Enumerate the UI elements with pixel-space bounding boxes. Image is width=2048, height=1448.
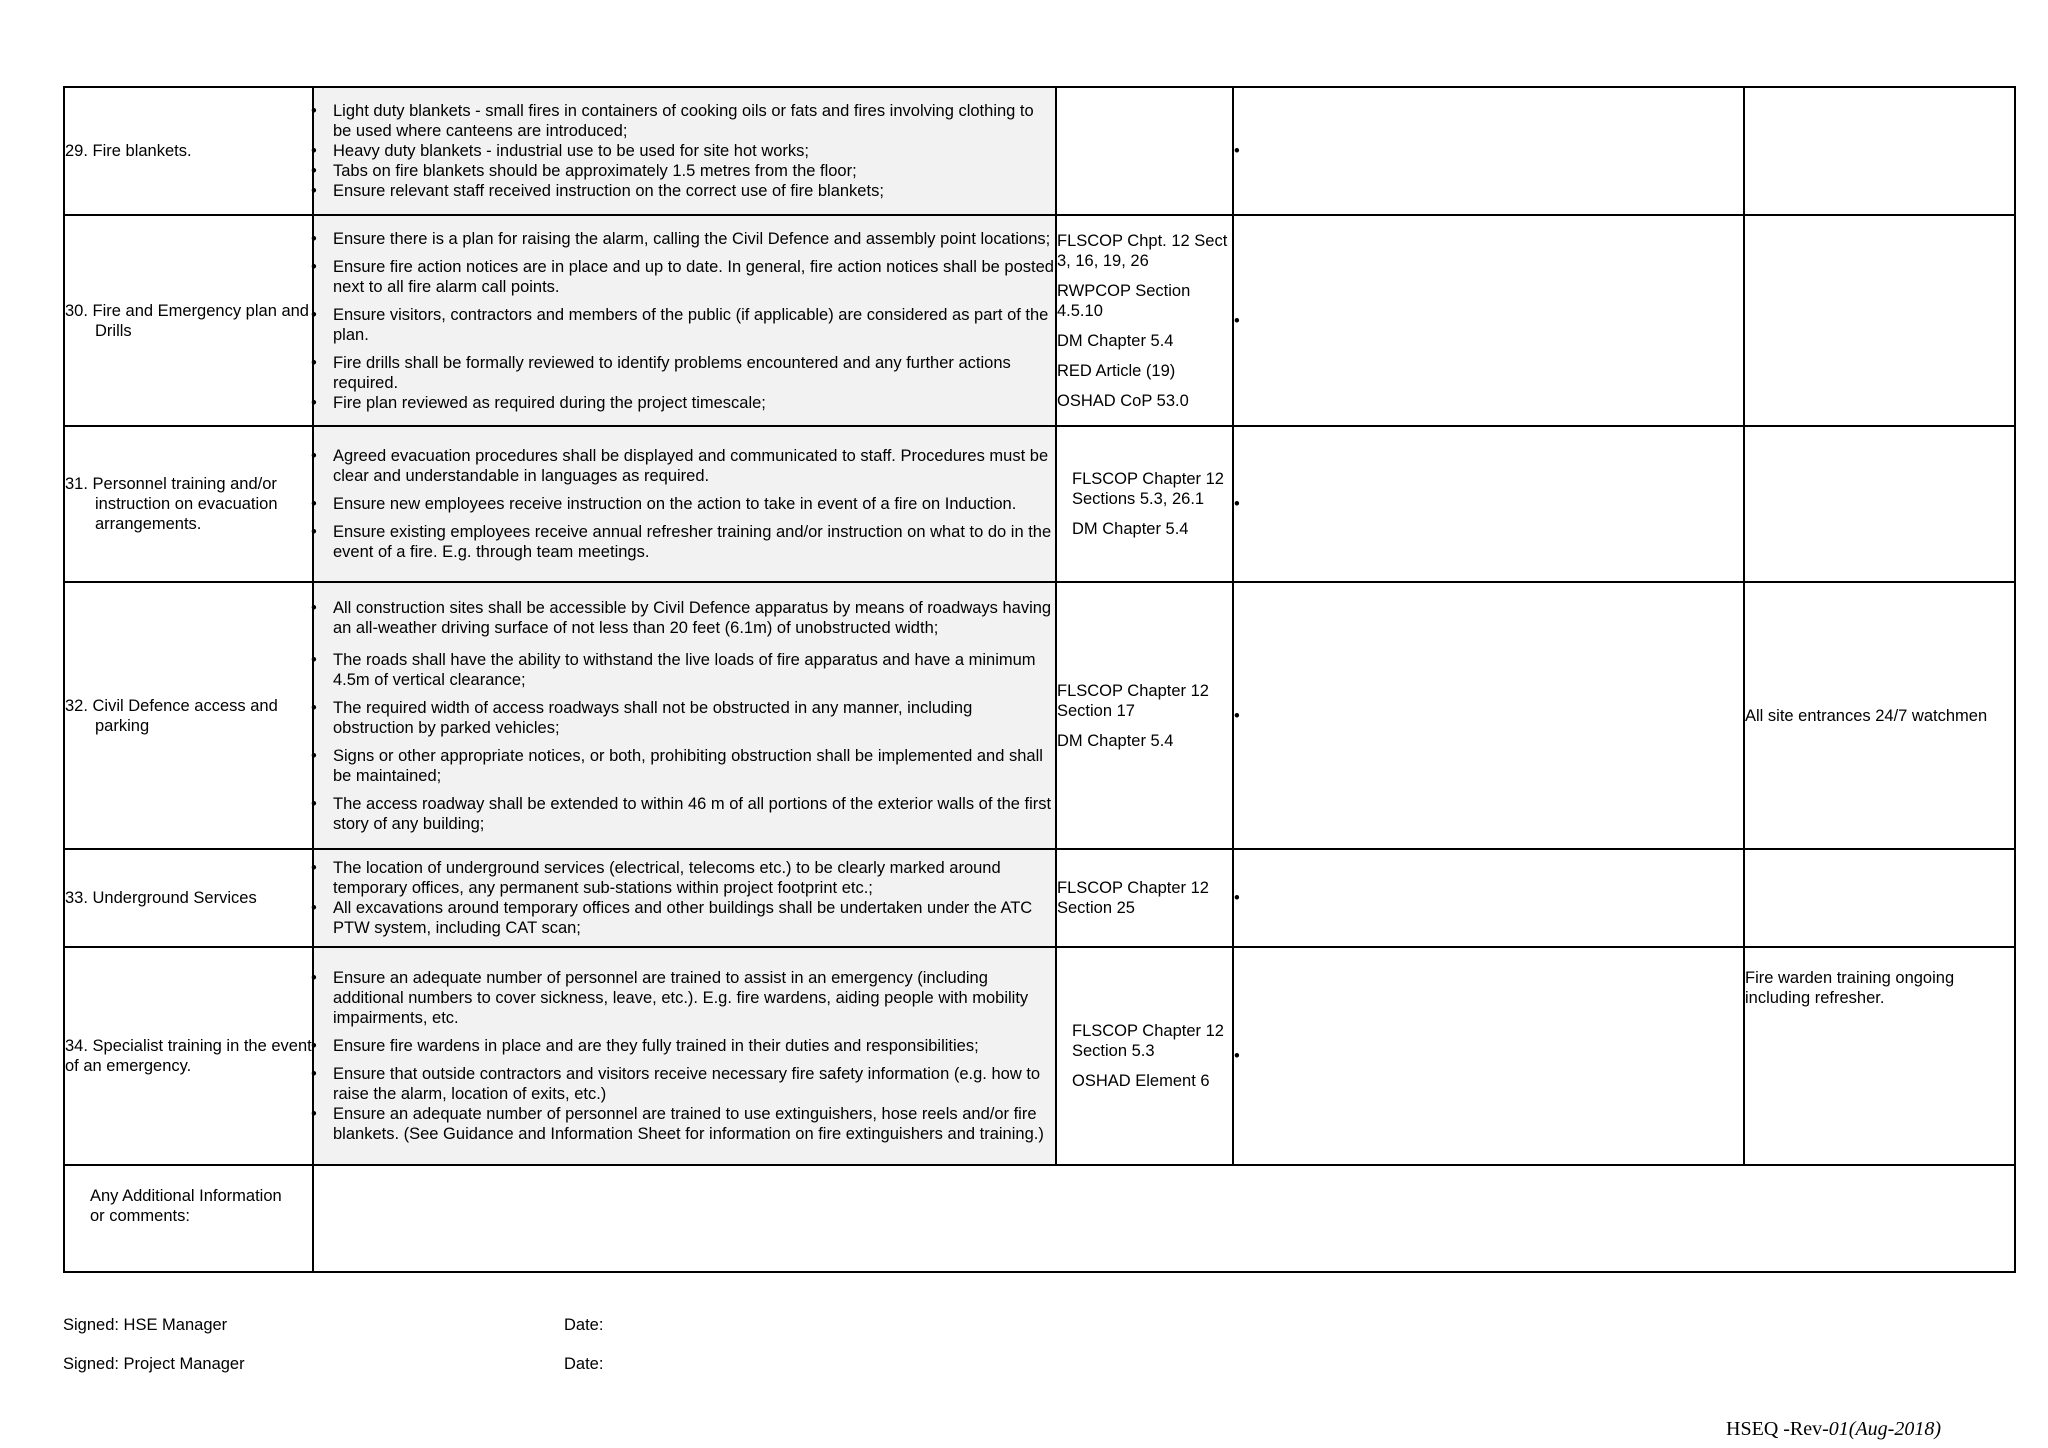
guidance-item: • All excavations around temporary offices and other buildings shall be undertaken under the ATC PTW system, including CAT scan; xyxy=(314,898,1055,938)
date-label-hse: Date: xyxy=(564,1316,604,1334)
reference-item: RED Article (19) xyxy=(1057,361,1176,380)
item-cell xyxy=(64,87,313,215)
action-text: All site entrances 24/7 watchmen xyxy=(1745,706,1988,725)
guidance-item: • The required width of access roadways shall not be obstructed in any manner, including obstruction by parked vehicles; xyxy=(314,698,1055,738)
status-cell[interactable] xyxy=(1233,582,1744,849)
guidance-cell xyxy=(313,87,1056,215)
status-bullet: • xyxy=(1234,142,1240,160)
action-cell[interactable] xyxy=(1744,426,2015,582)
guidance-item: • Light duty blankets - small fires in containers of cooking oils or fats and fires involving clothing to be used where canteens are introduced; xyxy=(314,101,1055,141)
guidance-cell xyxy=(313,215,1056,426)
item-label: 29. Fire blankets. xyxy=(65,142,192,160)
action-cell[interactable] xyxy=(1744,947,2015,1165)
reference-item: DM Chapter 5.4 xyxy=(1072,520,1189,538)
guidance-item: • Ensure fire action notices are in place and up to date. In general, fire action notices shall be posted next to all fire alarm call points. xyxy=(314,257,1055,297)
reference-item: DM Chapter 5.4 xyxy=(1057,331,1174,350)
reference-item: FLSCOP Chapter 12 Section 5.3 xyxy=(1072,1022,1224,1060)
status-bullet: • xyxy=(1234,311,1240,330)
guidance-item: • Agreed evacuation procedures shall be displayed and communicated to staff. Procedures must be clear and understandable in languages as required. xyxy=(314,446,1055,486)
table-row xyxy=(64,426,2015,582)
reference-cell xyxy=(1056,582,1233,849)
status-bullet: • xyxy=(1234,1047,1240,1065)
footer-prefix: HSEQ -Rev- xyxy=(1726,1418,1829,1440)
guidance-item: • Heavy duty blankets - industrial use to be used for site hot works; xyxy=(314,141,1055,161)
reference-cell xyxy=(1056,947,1233,1165)
guidance-item: • All construction sites shall be accessible by Civil Defence apparatus by means of roadways having an all-weather driving surface of not less than 20 feet (6.1m) of unobstructed width; xyxy=(314,598,1055,638)
status-cell[interactable] xyxy=(1233,426,1744,582)
guidance-list xyxy=(314,858,1055,938)
item-cell xyxy=(64,947,313,1165)
table-row xyxy=(64,582,2015,849)
signature-hse-manager: Signed: HSE Manager xyxy=(63,1316,228,1334)
reference-cell xyxy=(1056,87,1233,215)
reference-item: OSHAD Element 6 xyxy=(1072,1072,1210,1090)
guidance-cell xyxy=(313,947,1056,1165)
additional-info-field[interactable] xyxy=(313,1165,2015,1272)
status-cell[interactable] xyxy=(1233,87,1744,215)
status-bullet: • xyxy=(1234,889,1240,907)
guidance-cell xyxy=(313,849,1056,947)
item-cell xyxy=(64,215,313,426)
item-cell xyxy=(64,426,313,582)
additional-info-label: Any Additional Information or comments: xyxy=(90,1187,282,1225)
guidance-list xyxy=(314,446,1055,562)
guidance-cell xyxy=(313,426,1056,582)
item-label: 30. Fire and Emergency plan and Drills xyxy=(65,301,309,340)
document-revision-footer xyxy=(1726,1418,1941,1441)
action-text: Fire warden training ongoing including refresher. xyxy=(1745,969,1955,1007)
guidance-item: • Ensure an adequate number of personnel are trained to use extinguishers, hose reels and/or fire blankets. (See Guidance and Information Sheet for information on fire extinguishers and training.) xyxy=(314,1104,1055,1144)
reference-item: FLSCOP Chpt. 12 Sect 3, 16, 19, 26 xyxy=(1057,231,1228,270)
item-cell xyxy=(64,582,313,849)
reference-item: RWPCOP Section 4.5.10 xyxy=(1057,281,1191,320)
guidance-item: • Ensure existing employees receive annual refresher training and/or instruction on what to do in the event of a fire. E.g. through team meetings. xyxy=(314,522,1055,562)
action-cell[interactable] xyxy=(1744,849,2015,947)
reference-cell xyxy=(1056,215,1233,426)
reference-item: OSHAD CoP 53.0 xyxy=(1057,391,1189,410)
item-label: 33. Underground Services xyxy=(65,889,257,907)
guidance-item: • Tabs on fire blankets should be approximately 1.5 metres from the floor; xyxy=(314,161,1055,181)
additional-info-row xyxy=(64,1165,2015,1272)
guidance-item: • Ensure fire wardens in place and are they fully trained in their duties and responsibilities; xyxy=(314,1036,1055,1056)
guidance-list xyxy=(314,101,1055,201)
status-cell[interactable] xyxy=(1233,215,1744,426)
item-label: 34. Specialist training in the event of an emergency. xyxy=(65,1037,312,1075)
fire-safety-checklist-table xyxy=(63,86,2016,1273)
guidance-list xyxy=(314,598,1055,834)
action-cell[interactable] xyxy=(1744,87,2015,215)
guidance-item: • Ensure there is a plan for raising the alarm, calling the Civil Defence and assembly point locations; xyxy=(314,229,1055,249)
guidance-list xyxy=(314,968,1055,1144)
footer-revision: 01(Aug-2018) xyxy=(1828,1418,1941,1440)
table-row xyxy=(64,87,2015,215)
status-cell[interactable] xyxy=(1233,849,1744,947)
status-cell[interactable] xyxy=(1233,947,1744,1165)
item-label: 32. Civil Defence access and parking xyxy=(65,696,278,735)
guidance-item: • The location of underground services (electrical, telecoms etc.) to be clearly marked around temporary offices, any permanent sub-stations within project footprint etc.; xyxy=(314,858,1055,898)
status-bullet: • xyxy=(1234,495,1240,513)
guidance-item: • The roads shall have the ability to withstand the live loads of fire apparatus and have a minimum 4.5m of vertical clearance; xyxy=(314,650,1055,690)
reference-cell xyxy=(1056,849,1233,947)
table-row xyxy=(64,849,2015,947)
date-label-pm: Date: xyxy=(564,1355,604,1373)
guidance-list xyxy=(314,229,1055,413)
guidance-item: • Signs or other appropriate notices, or both, prohibiting obstruction shall be implemented and shall be maintained; xyxy=(314,746,1055,786)
table-row xyxy=(64,215,2015,426)
item-label: 31. Personnel training and/or instruction on evacuation arrangements. xyxy=(65,475,278,533)
guidance-item: • Ensure relevant staff received instruction on the correct use of fire blankets; xyxy=(314,181,1055,201)
guidance-item: • The access roadway shall be extended to within 46 m of all portions of the exterior walls of the first story of any building; xyxy=(314,794,1055,834)
status-bullet: • xyxy=(1234,706,1240,725)
item-cell xyxy=(64,849,313,947)
guidance-item: • Ensure that outside contractors and visitors receive necessary fire safety information (e.g. how to raise the alarm, location of exits, etc.) xyxy=(314,1064,1055,1104)
additional-info-label-cell xyxy=(64,1165,313,1272)
reference-item: FLSCOP Chapter 12 Section 25 xyxy=(1057,879,1209,917)
action-cell[interactable] xyxy=(1744,582,2015,849)
guidance-item: • Fire drills shall be formally reviewed to identify problems encountered and any further actions required. xyxy=(314,353,1055,393)
reference-item: FLSCOP Chapter 12 Sections 5.3, 26.1 xyxy=(1072,470,1224,508)
action-cell[interactable] xyxy=(1744,215,2015,426)
table-row xyxy=(64,947,2015,1165)
guidance-item: • Ensure visitors, contractors and members of the public (if applicable) are considered as part of the plan. xyxy=(314,305,1055,345)
guidance-cell xyxy=(313,582,1056,849)
signature-project-manager: Signed: Project Manager xyxy=(63,1355,245,1373)
reference-cell xyxy=(1056,426,1233,582)
reference-item: DM Chapter 5.4 xyxy=(1057,731,1174,750)
guidance-item: • Ensure new employees receive instruction on the action to take in event of a fire on Induction. xyxy=(314,494,1055,514)
guidance-item: • Fire plan reviewed as required during the project timescale; xyxy=(314,393,1055,413)
reference-item: FLSCOP Chapter 12 Section 17 xyxy=(1057,681,1209,720)
guidance-item: • Ensure an adequate number of personnel are trained to assist in an emergency (including additional numbers to cover sickness, leave, etc.). E.g. fire wardens, aiding people with mobility impairments, etc. xyxy=(314,968,1055,1028)
